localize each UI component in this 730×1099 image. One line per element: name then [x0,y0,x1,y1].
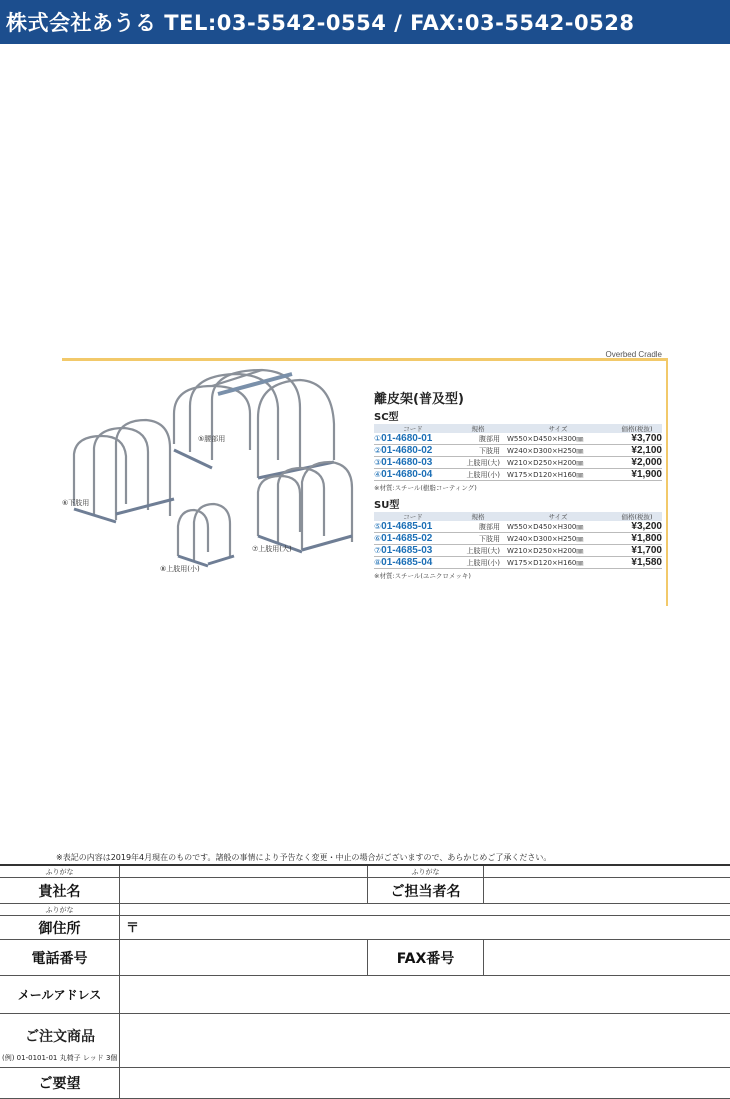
row-number: ④ [374,470,382,479]
company-furigana-field[interactable] [120,866,368,878]
table-row [374,533,662,545]
row-number: ⑧ [374,558,382,567]
row-number: ⑤ [374,522,382,531]
row-price: ¥3,700 [612,433,662,445]
furigana-label: ふりがな [0,866,120,878]
row-code-cell [374,457,452,469]
order-form [0,864,730,1092]
person-label: ご担当者名 [368,878,484,904]
table-row [374,545,662,557]
material-note-sc: ※材質:スチール(樹脂コーティング) [374,484,477,492]
row-size: W210×D250×H200㎜ [504,457,612,469]
type-label-sc: SC型 [374,412,399,423]
col-header-size: サイズ [504,424,612,433]
email-field[interactable] [120,976,730,1014]
order-label-cell [0,1014,120,1068]
row-price: ¥1,800 [612,533,662,545]
order-field[interactable] [120,1014,730,1068]
product-spec-block [374,388,664,580]
header-bar [0,0,730,44]
col-header-code: コード [374,424,452,433]
order-example: (例) 01-0101-01 丸椅子 レッド 3個 [2,1054,118,1062]
address-field[interactable] [120,916,730,940]
section-english-title: Overbed Cradle [605,350,662,359]
product-code: 01-4685-01 [381,521,433,532]
product-code: 01-4680-03 [381,457,433,468]
address-furigana-field[interactable] [120,904,730,916]
row-price: ¥1,700 [612,545,662,557]
table-row [374,445,662,457]
row-code-cell [374,469,452,481]
phone-field[interactable] [120,940,368,976]
row-size: W240×D300×H250㎜ [504,445,612,457]
row-size: W175×D120×H160㎜ [504,469,612,481]
table-row [374,433,662,445]
product-code: 01-4680-02 [381,445,433,456]
product-code: 01-4685-04 [381,557,433,568]
row-kikaku: 腹部用 [452,521,504,533]
fax-field[interactable] [484,940,730,976]
illustration-label-3: ⑦上肢用(大) [252,545,292,553]
row-kikaku: 上肢用(大) [452,457,504,469]
company-label: 貴社名 [0,878,120,904]
product-code: 01-4685-02 [381,533,433,544]
product-code: 01-4685-03 [381,545,433,556]
product-code: 01-4680-01 [381,433,433,444]
col-header-price: 価格(税抜) [612,424,662,433]
section-top-rule [62,358,668,361]
row-kikaku: 腹部用 [452,433,504,445]
product-title: 離皮架(普及型) [374,392,464,407]
address-label: 御住所 [0,916,120,940]
row-code-cell [374,433,452,445]
request-label: ご要望 [0,1068,120,1099]
col-header-size: サイズ [504,512,612,521]
row-kikaku: 上肢用(大) [452,545,504,557]
row-size: W175×D120×H160㎜ [504,557,612,569]
row-price: ¥1,580 [612,557,662,569]
spec-table-sc [374,424,662,481]
row-size: W550×D450×H300㎜ [504,521,612,533]
col-header-kikaku: 規格 [452,512,504,521]
company-field[interactable] [120,878,368,904]
col-header-kikaku: 規格 [452,424,504,433]
material-note-su: ※材質:スチール(ユニクロメッキ) [374,572,471,580]
spec-table-su [374,512,662,569]
person-field[interactable] [484,878,730,904]
section-right-rule [666,358,668,606]
row-code-cell [374,521,452,533]
table-row [374,457,662,469]
row-code-cell [374,545,452,557]
disclaimer-text: ※表記の内容は2019年4月現在のものです。諸般の事情により予告なく変更・中止の場合がございますので、あらかじめご了承ください。 [56,853,552,862]
row-price: ¥3,200 [612,521,662,533]
row-price: ¥1,900 [612,469,662,481]
illustration-label-2: ⑥下肢用 [62,499,90,507]
row-kikaku: 上肢用(小) [452,557,504,569]
cradle-frames-drawing [62,364,362,594]
row-price: ¥2,000 [612,457,662,469]
row-number: ② [374,446,382,455]
row-kikaku: 上肢用(小) [452,469,504,481]
row-number: ③ [374,458,382,467]
furigana-label: ふりがな [368,866,484,878]
phone-label: 電話番号 [0,940,120,976]
table-row [374,521,662,533]
table-header-row [374,512,662,521]
col-header-price: 価格(税抜) [612,512,662,521]
person-furigana-field[interactable] [484,866,730,878]
row-price: ¥2,100 [612,445,662,457]
row-kikaku: 下肢用 [452,533,504,545]
product-code: 01-4680-04 [381,469,433,480]
fax-label: FAX番号 [368,940,484,976]
col-header-code: コード [374,512,452,521]
illustration-label-1: ⑤腰部用 [198,435,226,443]
order-label: ご注文商品 [25,1029,95,1045]
row-size: W240×D300×H250㎜ [504,533,612,545]
row-code-cell [374,445,452,457]
email-label: メールアドレス [0,976,120,1014]
product-illustration [62,364,362,594]
row-number: ⑦ [374,546,382,555]
header-contact-text: 株式会社あうる TEL:03-5542-0554 / FAX:03-5542-0528 [6,11,635,35]
request-field[interactable] [120,1068,730,1099]
table-row [374,557,662,569]
row-number: ① [374,434,382,443]
table-row [374,469,662,481]
furigana-label: ふりがな [0,904,120,916]
type-label-su: SU型 [374,500,400,511]
illustration-label-4: ⑧上肢用(小) [160,565,200,573]
row-number: ⑥ [374,534,382,543]
row-code-cell [374,533,452,545]
postal-mark: 〒 [126,921,140,936]
row-kikaku: 下肢用 [452,445,504,457]
row-size: W210×D250×H200㎜ [504,545,612,557]
row-code-cell [374,557,452,569]
table-header-row [374,424,662,433]
row-size: W550×D450×H300㎜ [504,433,612,445]
